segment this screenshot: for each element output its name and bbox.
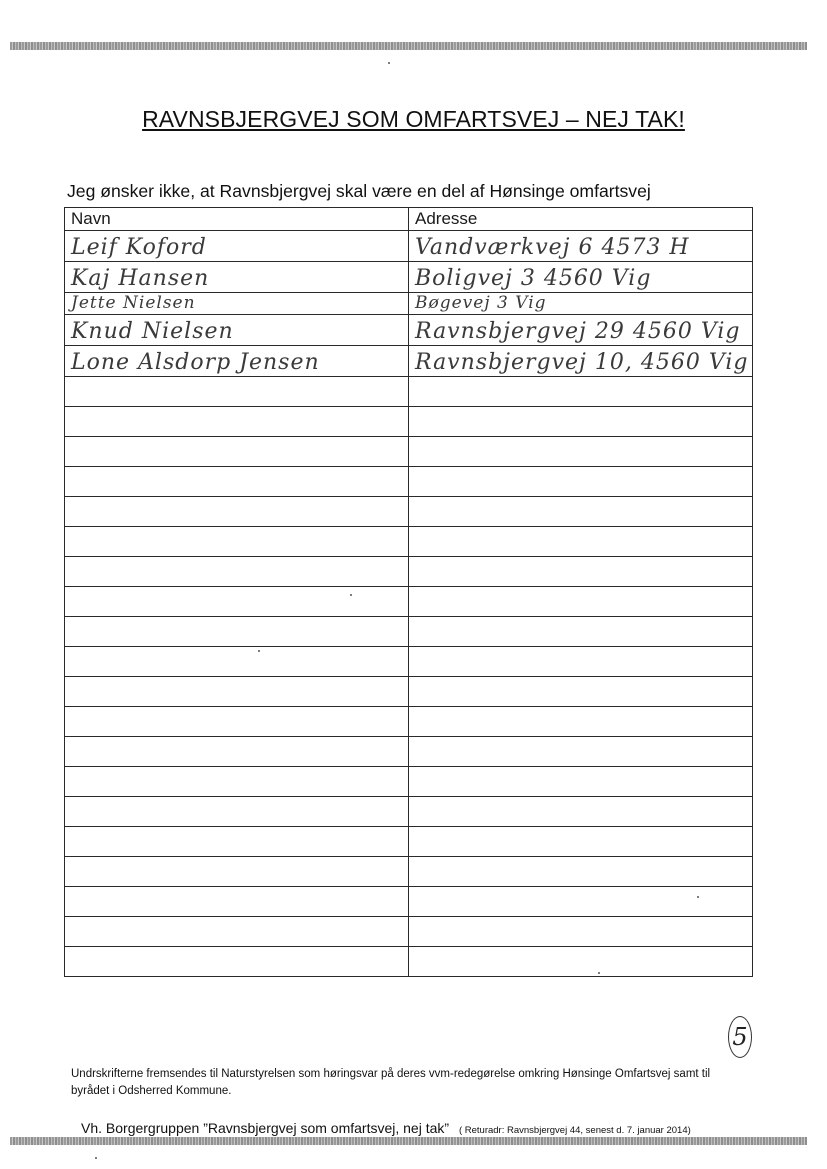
empty-name-cell	[65, 827, 409, 857]
empty-address-cell	[409, 827, 753, 857]
return-address: ( Returadr: Ravnsbjergvej 44, senest d. 7. januar 2014)	[458, 1125, 691, 1136]
empty-address-cell	[409, 797, 753, 827]
empty-name-cell	[65, 437, 409, 467]
page-subtitle: Jeg ønsker ikke, at Ravnsbjergvej skal være en del af Hønsinge omfartsvej	[67, 181, 651, 201]
empty-address-cell	[409, 497, 753, 527]
empty-name-cell	[65, 617, 409, 647]
empty-address-cell	[409, 707, 753, 737]
empty-name-cell	[65, 737, 409, 767]
table-row	[65, 293, 753, 315]
empty-name-cell	[65, 707, 409, 737]
signature-name: Kaj Hansen	[65, 262, 409, 293]
empty-table-row	[65, 887, 753, 917]
empty-table-row	[65, 647, 753, 677]
table-row	[65, 346, 753, 377]
empty-table-row	[65, 917, 753, 947]
signature-name: Knud Nielsen	[65, 315, 409, 346]
empty-name-cell	[65, 857, 409, 887]
empty-table-row	[65, 377, 753, 407]
signature-address: Ravnsbjergvej 29 4560 Vig	[409, 315, 753, 346]
empty-address-cell	[409, 587, 753, 617]
empty-table-row	[65, 497, 753, 527]
page-title: RAVNSBJERGVEJ SOM OMFARTSVEJ – NEJ TAK!	[142, 106, 685, 132]
empty-address-cell	[409, 917, 753, 947]
page-number-circled: 5	[728, 1016, 752, 1058]
empty-table-row	[65, 557, 753, 587]
empty-address-cell	[409, 557, 753, 587]
signature-address: Bøgevej 3 Vig	[409, 293, 753, 315]
empty-table-row	[65, 767, 753, 797]
scan-edge-bottom	[10, 1137, 807, 1145]
column-header-name: Navn	[65, 208, 409, 231]
empty-table-row	[65, 737, 753, 767]
empty-name-cell	[65, 947, 409, 977]
table-row	[65, 315, 753, 346]
empty-address-cell	[409, 767, 753, 797]
empty-address-cell	[409, 467, 753, 497]
empty-table-row	[65, 437, 753, 467]
scan-speck	[95, 1157, 97, 1159]
scan-speck	[697, 896, 699, 898]
empty-address-cell	[409, 407, 753, 437]
empty-table-row	[65, 467, 753, 497]
empty-name-cell	[65, 557, 409, 587]
empty-table-row	[65, 707, 753, 737]
empty-address-cell	[409, 647, 753, 677]
empty-table-row	[65, 677, 753, 707]
empty-name-cell	[65, 767, 409, 797]
table-row	[65, 262, 753, 293]
empty-address-cell	[409, 887, 753, 917]
empty-address-cell	[409, 527, 753, 557]
empty-name-cell	[65, 467, 409, 497]
signoff-text: Vh. Borgergruppen ”Ravnsbjergvej som omfartsvej, nej tak”	[81, 1120, 450, 1136]
table-row	[65, 231, 753, 262]
empty-table-row	[65, 617, 753, 647]
empty-table-row	[65, 857, 753, 887]
empty-name-cell	[65, 587, 409, 617]
column-header-address: Adresse	[409, 208, 753, 231]
empty-table-row	[65, 797, 753, 827]
empty-name-cell	[65, 797, 409, 827]
table-header-row	[65, 208, 753, 231]
empty-address-cell	[409, 437, 753, 467]
empty-table-row	[65, 827, 753, 857]
empty-address-cell	[409, 377, 753, 407]
empty-table-row	[65, 587, 753, 617]
empty-name-cell	[65, 377, 409, 407]
empty-table-row	[65, 407, 753, 437]
signature-address: Ravnsbjergvej 10, 4560 Vig	[409, 346, 753, 377]
signature-table	[64, 207, 753, 977]
footer-note: Undrskrifterne fremsendes til Naturstyrelsen som høringsvar på deres vvm-redegørelse omkring Hønsinge Omfartsvej samt til byrådet i Odsherred Kommune.	[71, 1068, 711, 1097]
empty-name-cell	[65, 917, 409, 947]
footer-signoff	[81, 1120, 691, 1136]
empty-name-cell	[65, 527, 409, 557]
scan-speck	[598, 972, 600, 974]
empty-address-cell	[409, 677, 753, 707]
empty-address-cell	[409, 947, 753, 977]
empty-name-cell	[65, 497, 409, 527]
scan-speck	[258, 650, 260, 652]
empty-name-cell	[65, 887, 409, 917]
empty-name-cell	[65, 677, 409, 707]
scan-edge-top	[10, 42, 807, 50]
empty-table-row	[65, 947, 753, 977]
signature-name: Jette Nielsen	[65, 293, 409, 315]
signature-name: Lone Alsdorp Jensen	[65, 346, 409, 377]
scan-speck	[388, 62, 390, 64]
empty-name-cell	[65, 647, 409, 677]
empty-name-cell	[65, 407, 409, 437]
empty-address-cell	[409, 617, 753, 647]
signature-address: Boligvej 3 4560 Vig	[409, 262, 753, 293]
empty-address-cell	[409, 737, 753, 767]
empty-table-row	[65, 527, 753, 557]
signature-name: Leif Koford	[65, 231, 409, 262]
empty-address-cell	[409, 857, 753, 887]
scan-speck	[350, 594, 352, 596]
signature-address: Vandværkvej 6 4573 H	[409, 231, 753, 262]
